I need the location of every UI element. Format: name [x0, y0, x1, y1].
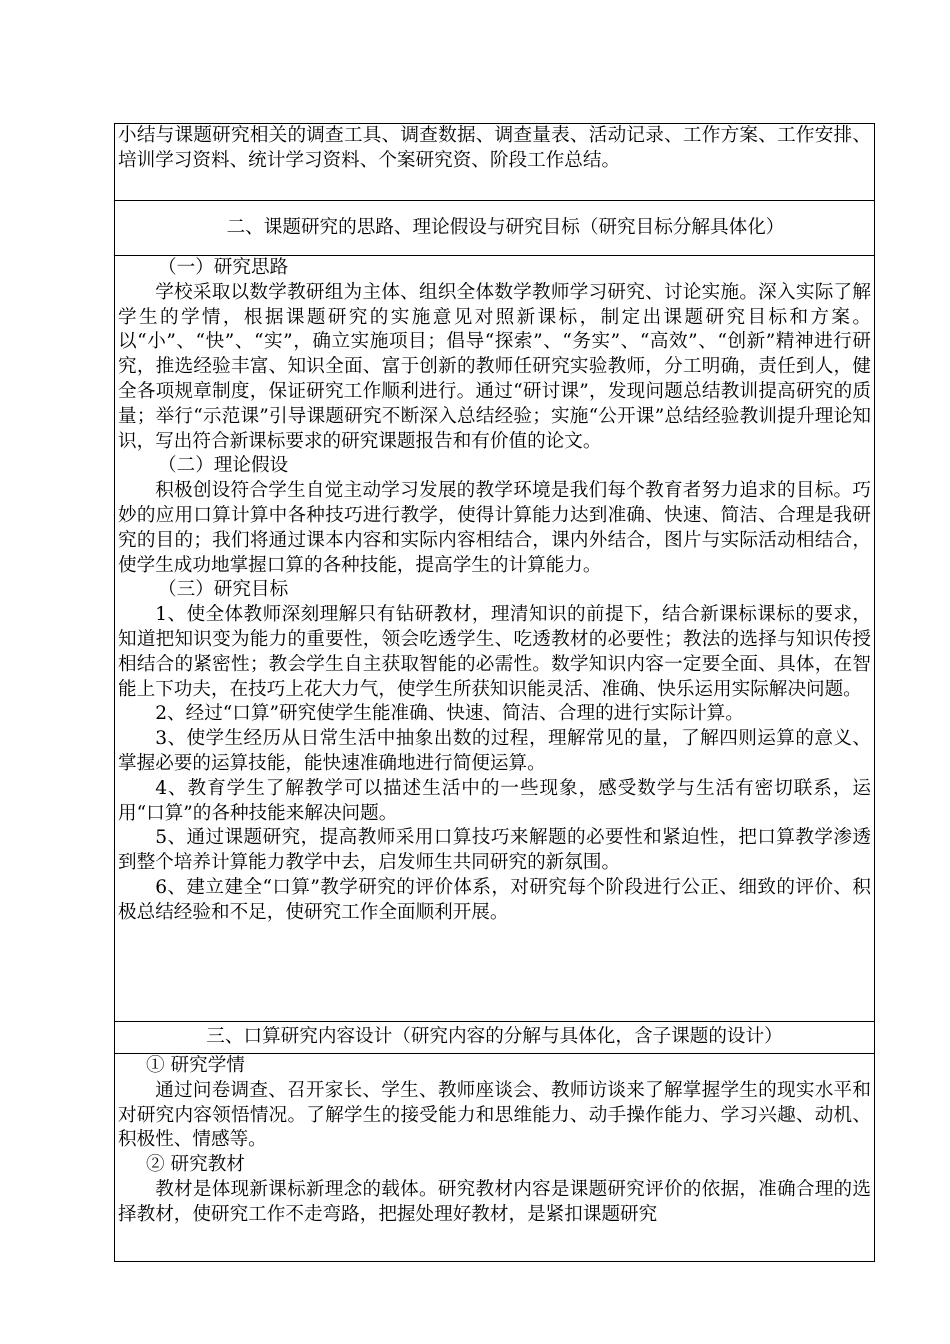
summary-text: 小结与课题研究相关的调查工具、调查数据、调查量表、活动记录、工作方案、工作安排、培训学习资料、统计学习资料、个案研究资、阶段工作总结。 [118, 125, 871, 171]
summary-row [115, 124, 874, 201]
research-goals-title: （三）研究目标 [158, 579, 289, 601]
goal-item: 3、使学生经历从日常生活中抽象出数的过程，理解常见的量，了解四则运算的意义、掌握必要的运算技能，能快速准确地进行简便运算。 [118, 728, 871, 774]
research-approach-title: （一）研究思路 [158, 257, 289, 278]
study-students-title: ① 研究学情 [146, 1055, 245, 1076]
section2-body [115, 256, 874, 1022]
theory-hypothesis-text: 积极创设符合学生自觉主动学习发展的教学环境是我们每个教育者努力追求的目标。巧妙的应用口算计算中各种技巧进行教学，使得计算能力达到准确、快速、简洁、合理是我研究的目的；我们将通过课本内容和实际内容相结合，课内外结合，图片与实际活动相结合，使学生成功地掌握口算的各种技能，提高学生的计算能力。 [118, 480, 871, 576]
study-materials-text: 教材是体现新课标新理念的载体。研究教材内容是课题研究评价的依据，准确合理的选择教材，使研究工作不走弯路，把握处理好教材，是紧扣课题研究 [118, 1178, 871, 1225]
study-students-text: 通过问卷调查、召开家长、学生、教师座谈会、教师访谈来了解掌握学生的现实水平和对研究内容领悟情况。了解学生的接受能力和思维能力、动手操作能力、学习兴趣、动机、积极性、情感等。 [118, 1079, 871, 1151]
research-approach-text: 学校采取以数学教研组为主体、组织全体数学教师学习研究、讨论实施。深入实际了解学生的学情，根据课题研究的实施意见对照新课标，制定出课题研究目标和方案。以“小”、“快”、“实”，确立实施项目；倡导“探索”、“务实”、“高效”、“创新”精神进行研究，推选经验丰富、知识全面、富于创新的教师任研究实验教师，分工明确，责任到人，健全各项规章制度，保证研究工作顺利进行。通过“研讨课”，发现问题总结教训提高研究的质量；举行“示范课”引导课题研究不断深入总结经验；实施“公开课”总结经验教训提升理论知识，写出符合新课标要求的研究课题报告和有价值的论文。 [118, 281, 871, 452]
section2-heading: 二、课题研究的思路、理论假设与研究目标（研究目标分解具体化） [226, 216, 785, 238]
section3-heading: 三、口算研究内容设计（研究内容的分解与具体化，含子课题的设计） [206, 1026, 783, 1048]
goal-item: 1、使全体教师深刻理解只有钻研教材，理清知识的前提下，结合新课标课标的要求，知道把知识变为能力的重要性，领会吃透学生、吃透教材的必要性；教法的选择与知识传授相结合的紧密性；教会学生自主获取智能的必需性。数学知识内容一定要全面、具体，在智能上下功夫，在技巧上花大力气，使学生所获知识能灵活、准确、快乐运用实际解决问题。 [118, 604, 871, 700]
document-table [114, 123, 875, 1262]
section2-heading-row [115, 201, 874, 256]
section3-body [115, 1054, 874, 1261]
theory-hypothesis-title: （二）理论假设 [158, 455, 289, 477]
goal-item: 2、经过“口算”研究使学生能准确、快速、简洁、合理的进行实际计算。 [155, 703, 744, 725]
goal-item: 6、建立建全“口算”教学研究的评价体系，对研究每个阶段进行公正、细致的评价、积极总结经验和不足，使研究工作全面顺利开展。 [118, 876, 871, 923]
section3-heading-row [115, 1022, 874, 1054]
study-materials-title: ② 研究教材 [146, 1154, 245, 1176]
goal-item: 4、教育学生了解教学可以描述生活中的一些现象，感受数学与生活有密切联系，运用“口算”的各种技能来解决问题。 [118, 777, 871, 824]
goal-item: 5、通过课题研究，提高教师采用口算技巧来解题的必要性和紧迫性，把口算教学渗透到整个培养计算能力教学中去，启发师生共同研究的新氛围。 [118, 827, 871, 874]
